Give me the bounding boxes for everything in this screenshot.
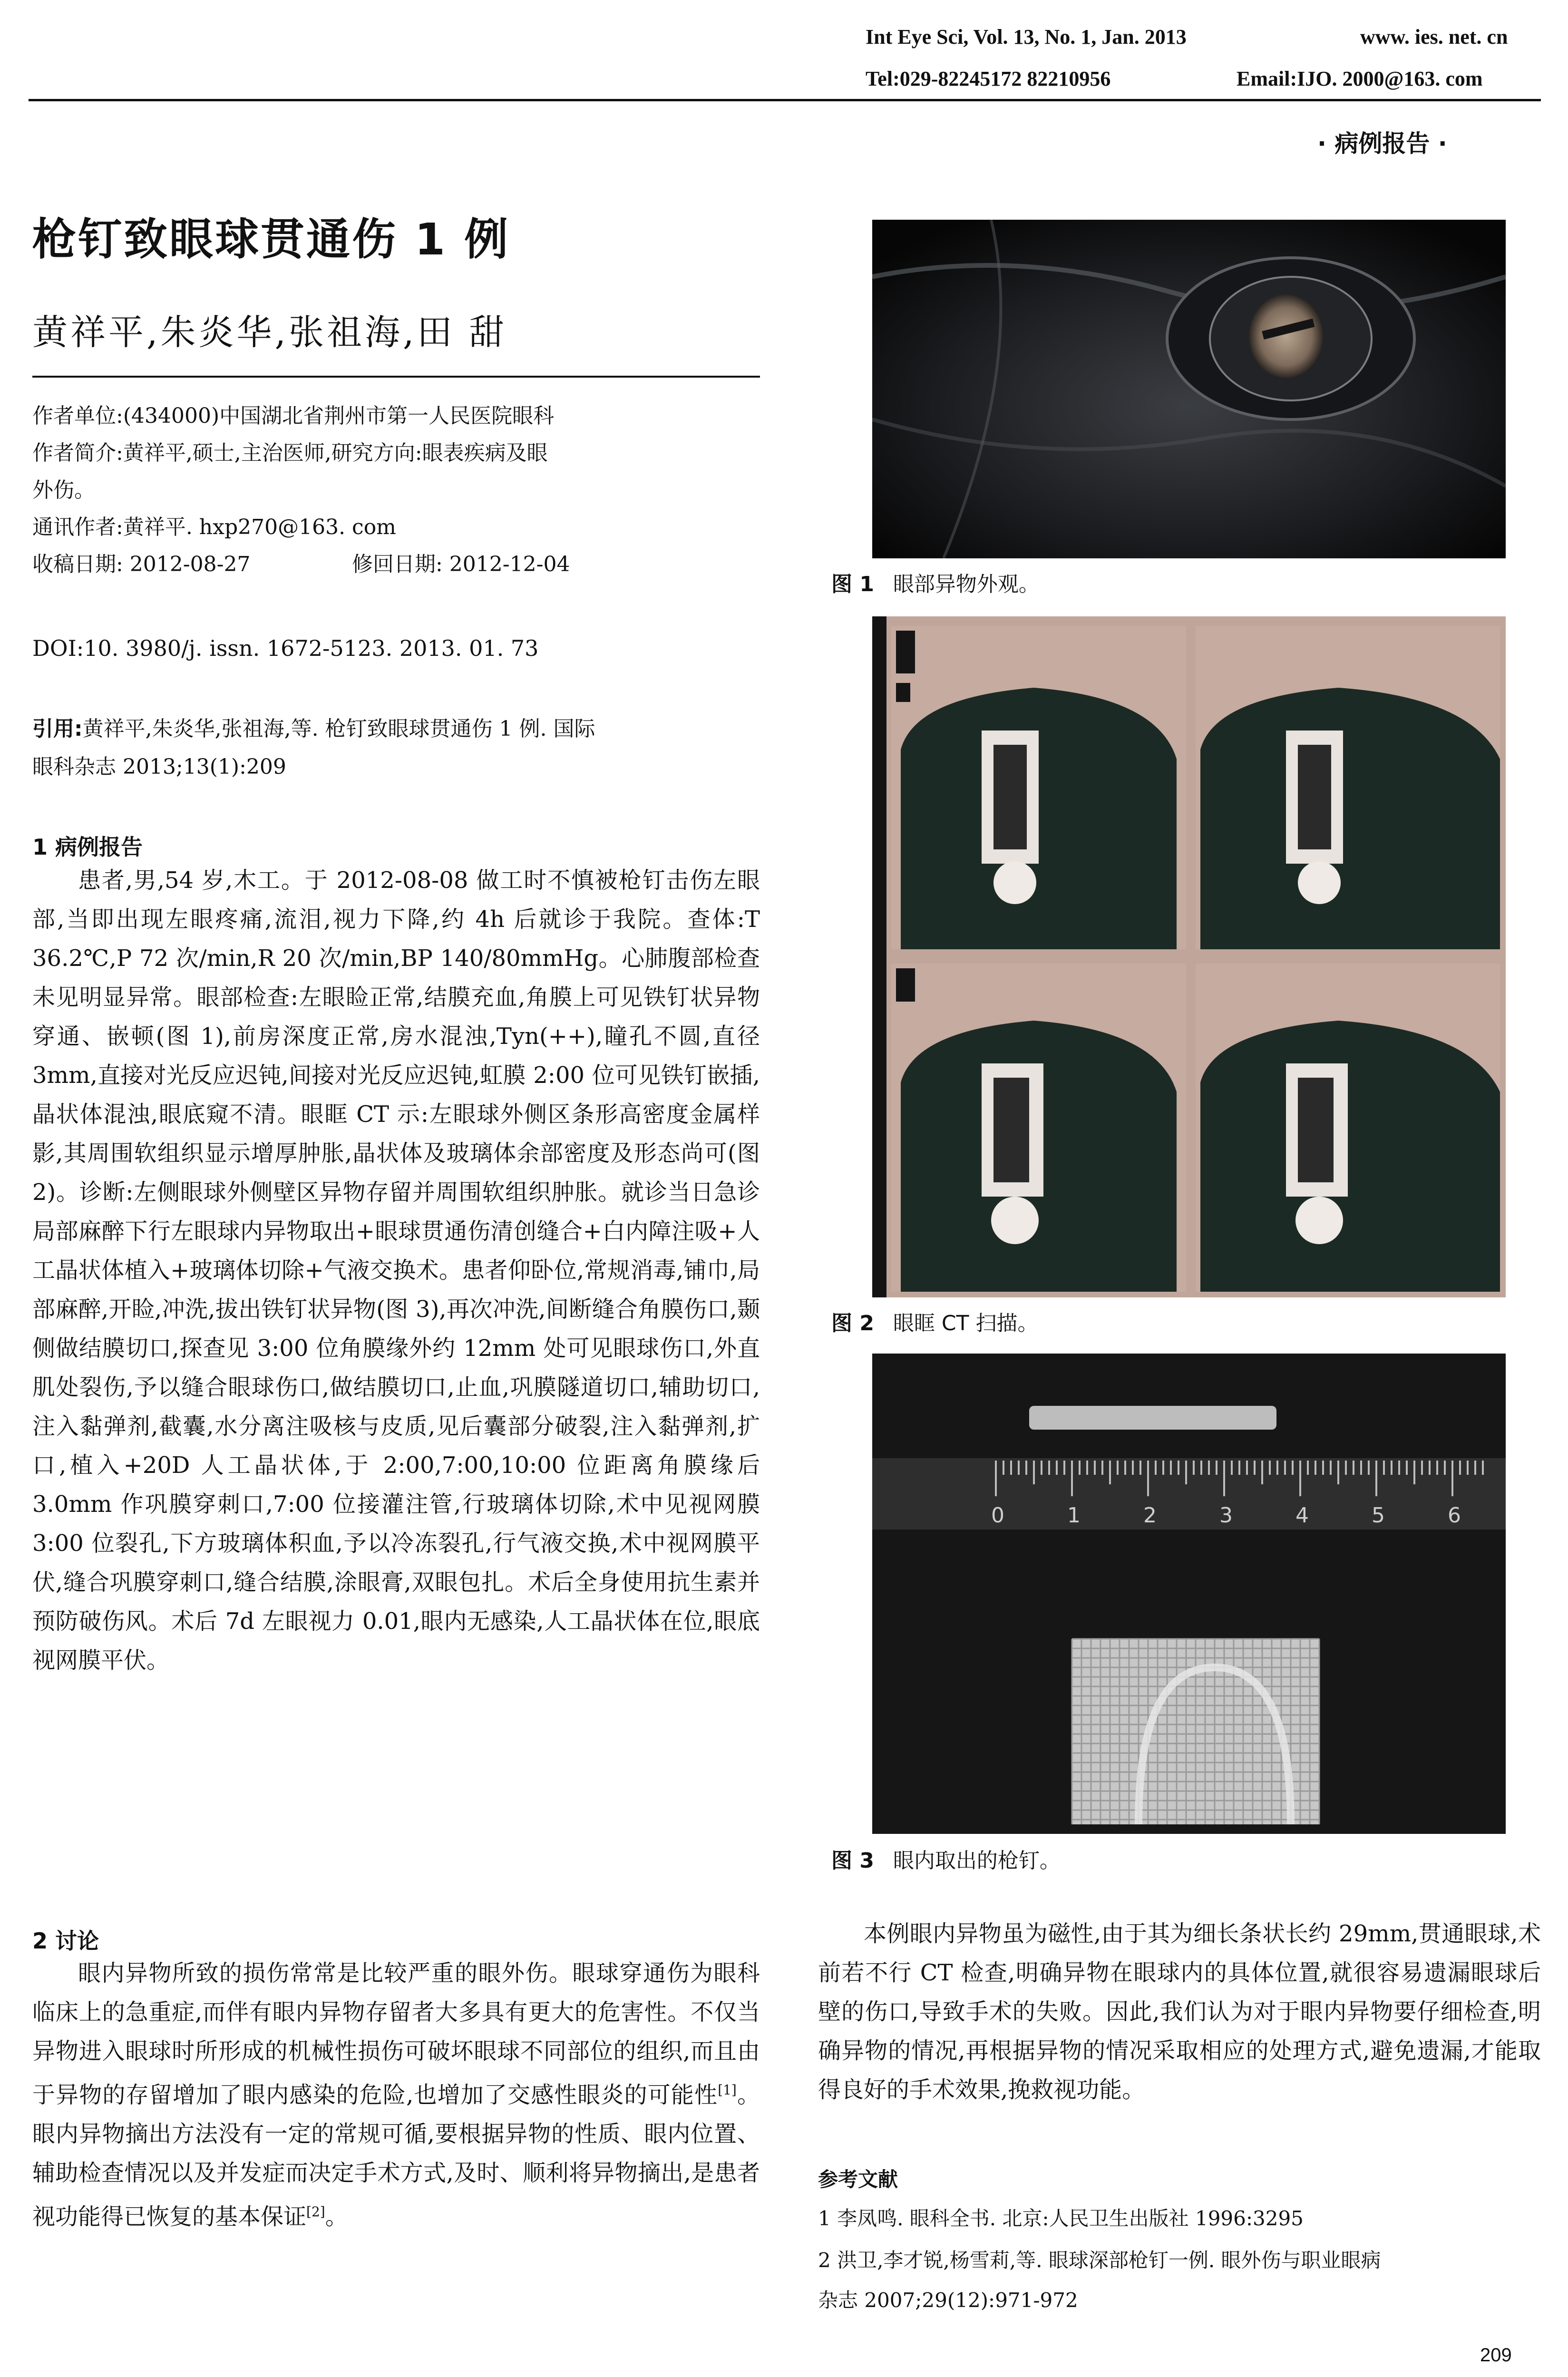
figure-1-caption — [831, 567, 1040, 597]
citation-ref-1[interactable]: [1] — [718, 2082, 737, 2098]
case-report-text — [32, 861, 760, 1680]
case-paragraph: 患者,男,54 岁,木工。于 2012-08-08 做工时不慎被枪钉击伤左眼部,当即出现左眼疼痛,流泪,视力下降,约 4h 后就诊于我院。查体:T 36.2℃,P 72 次/min,R 20 次/min,BP 140/80mmHg。心肺腹部检查未见明显异常。眼部检查:左眼睑正常,结膜充血,角膜上可见铁钉状异物穿通、嵌顿(图 1),前房深度正常,房水混浊,Tyn(++),瞳孔不圆,直径 3mm,直接对光反应迟钝,间接对光反应迟钝,虹膜 2:00 位可见铁钉嵌插,晶状体混浊,眼底窥不清。眼眶 CT 示:左眼球外侧区条形高密度金属样影,其周围软组织显示增厚肿胀,晶状体及玻璃体余部密度及形态尚可(图 2)。诊断:左侧眼球外侧壁区异物存留并周围软组织肿胀。就诊当日急诊局部麻醉下行左眼球内异物取出+眼球贯通伤清创缝合+白内障注吸+人工晶状体植入+玻璃体切除+气液交换术。患者仰卧位,常规消毒,铺巾,局部麻醉,开睑,冲洗,拔出铁钉状异物(图 3),再次冲洗,间断缝合角膜伤口,颞侧做结膜切口,探查见 3:00 位角膜缘外约 12mm 处可见眼球伤口,外直肌处裂伤,予以缝合眼球伤口,做结膜切口,止血,巩膜隧道切口,辅助切口,注入黏弹剂,截囊,水分离注吸核与皮质,见后囊部分破裂,注入黏弹剂,扩口,植入+20D 人工晶状体,于 2:00,7:00,10:00 位距离角膜缘后 3.0mm 作巩膜穿刺口,7:00 位接灌注管,行玻璃体切除,术中见视网膜 3:00 位裂孔,下方玻璃体积血,予以冷冻裂孔,行气液交换,术中视网膜平伏,缝合巩膜穿刺口,缝合结膜,涂眼膏,双眼包扎。术后全身使用抗生素并预防破伤风。术后 7d 左眼视力 0.01,眼内无感染,人工晶状体在位,眼底视网膜平伏。 — [32, 867, 760, 1674]
journal-email[interactable]: Email:IJO. 2000@163. com — [1237, 67, 1483, 90]
discussion-text — [32, 1954, 760, 2236]
references-heading: 参考文献 — [818, 2168, 898, 2191]
figure-1-eye-photo — [872, 220, 1506, 558]
affiliation: 作者单位:(434000)中国湖北省荆州市第一人民医院眼科 — [32, 404, 555, 428]
eye-photo-illustration — [872, 220, 1506, 558]
ct-scan-grid — [872, 616, 1506, 1297]
discussion-paragraph — [32, 1954, 760, 2236]
figure-2-ct-scans — [872, 616, 1506, 1297]
discussion-heading: 2 讨论 — [32, 1928, 99, 1954]
citation-line1 — [32, 713, 595, 745]
citation-ref-2[interactable]: [2] — [306, 2204, 325, 2220]
figure-2-caption — [831, 1306, 1039, 1336]
revised-date: 修回日期: 2012-12-04 — [352, 552, 570, 576]
ruler-number: 1 — [1067, 1503, 1081, 1528]
ct-panel-top-right — [1196, 626, 1500, 949]
ct-panel-top-left — [891, 626, 1186, 949]
received-date: 收稿日期: 2012-08-27 — [32, 552, 251, 576]
page-number: 209 — [1480, 2345, 1512, 2366]
ruler-number: 0 — [991, 1503, 1004, 1528]
figure-3-caption-text: 眼内取出的枪钉。 — [893, 1849, 1061, 1873]
citation-line2: 眼科杂志 2013;13(1):209 — [32, 755, 286, 779]
author-bio-line1: 作者简介:黄祥平,硕士,主治医师,研究方向:眼表疾病及眼 — [32, 441, 548, 465]
right-paragraph: 本例眼内异物虽为磁性,由于其为细长条状长约 29mm,贯通眼球,术前若不行 CT 检查,明确异物在眼球内的具体位置,就很容易遗漏眼球后壁的伤口,导致手术的失败。因此,我们认为对于眼内异物要仔细检查,明确异物的情况,再根据异物的情况采取相应的处理方式,避免遗漏,才能取得良好的手术效果,挽救视功能。 — [818, 1920, 1541, 2103]
author-bio-line2: 外伤。 — [32, 478, 95, 502]
figure-3-extracted-nail — [872, 1354, 1506, 1834]
header-rule — [29, 99, 1541, 101]
ruler-number: 6 — [1448, 1503, 1461, 1528]
citation-label: 引用: — [32, 717, 83, 741]
author-list: 黄祥平,朱炎华,张祖海,田 甜 — [32, 312, 507, 353]
ct-panel-bottom-right — [1196, 964, 1500, 1292]
correspondence: 通讯作者:黄祥平. hxp270@163. com — [32, 515, 396, 539]
nail-shape — [1029, 1406, 1276, 1430]
citation-text-1: 黄祥平,朱炎华,张祖海,等. 枪钉致眼球贯通伤 1 例. 国际 — [82, 717, 595, 741]
ruler-number: 2 — [1143, 1503, 1157, 1528]
nail-photo-illustration — [872, 1354, 1506, 1834]
figure-3-label: 图 3 — [831, 1849, 874, 1873]
doi[interactable]: DOI:10. 3980/j. issn. 1672-5123. 2013. 01. 73 — [32, 635, 539, 661]
journal-telephone: Tel:029-82245172 82210956 — [866, 67, 1111, 90]
ct-panel-bottom-left — [891, 964, 1186, 1292]
discussion-text-2: 。眼内异物摘出方法没有一定的常规可循,要根据异物的性质、眼内位置、辅助检查情况以及并发症而决定手术方式,及时、顺利将异物摘出,是患者视功能得已恢复的基本保证 — [32, 2082, 760, 2230]
article-title: 枪钉致眼球贯通伤 1 例 — [32, 214, 510, 265]
figure-3-caption — [831, 1843, 1061, 1874]
discussion-text-3: 。 — [325, 2203, 348, 2230]
right-column-text — [818, 1914, 1541, 2109]
journal-citation-header: Int Eye Sci, Vol. 13, No. 1, Jan. 2013 — [866, 25, 1187, 49]
section-label: · 病例报告 · — [1317, 130, 1447, 157]
discussion-text-1: 眼内异物所致的损伤常常是比较严重的眼外伤。眼球穿通伤为眼科临床上的急重症,而伴有眼内异物存留者大多具有更大的危害性。不仅当异物进入眼球时所形成的机械性损伤可破坏眼球不同部位的组织,而且由于异物的存留增加了眼内感染的危险,也增加了交感性眼炎的可能性 — [32, 1960, 760, 2108]
figure-2-caption-text: 眼眶 CT 扫描。 — [893, 1311, 1039, 1335]
ruler-number: 4 — [1295, 1503, 1309, 1528]
figure-2-label: 图 2 — [831, 1311, 874, 1335]
title-rule — [32, 376, 760, 378]
journal-website[interactable]: www. ies. net. cn — [1360, 25, 1508, 49]
figure-1-caption-text: 眼部异物外观。 — [893, 572, 1040, 596]
reference-2-line1: 2 洪卫,李才锐,杨雪莉,等. 眼球深部枪钉一例. 眼外伤与职业眼病 — [818, 2249, 1381, 2272]
reference-1: 1 李凤鸣. 眼科全书. 北京:人民卫生出版社 1996:3295 — [818, 2207, 1304, 2230]
figure-1-label: 图 1 — [831, 572, 874, 596]
reference-2-line2: 杂志 2007;29(12):971-972 — [818, 2289, 1078, 2312]
ruler-number: 3 — [1219, 1503, 1233, 1528]
ruler-number: 5 — [1372, 1503, 1385, 1528]
case-report-heading: 1 病例报告 — [32, 834, 143, 860]
